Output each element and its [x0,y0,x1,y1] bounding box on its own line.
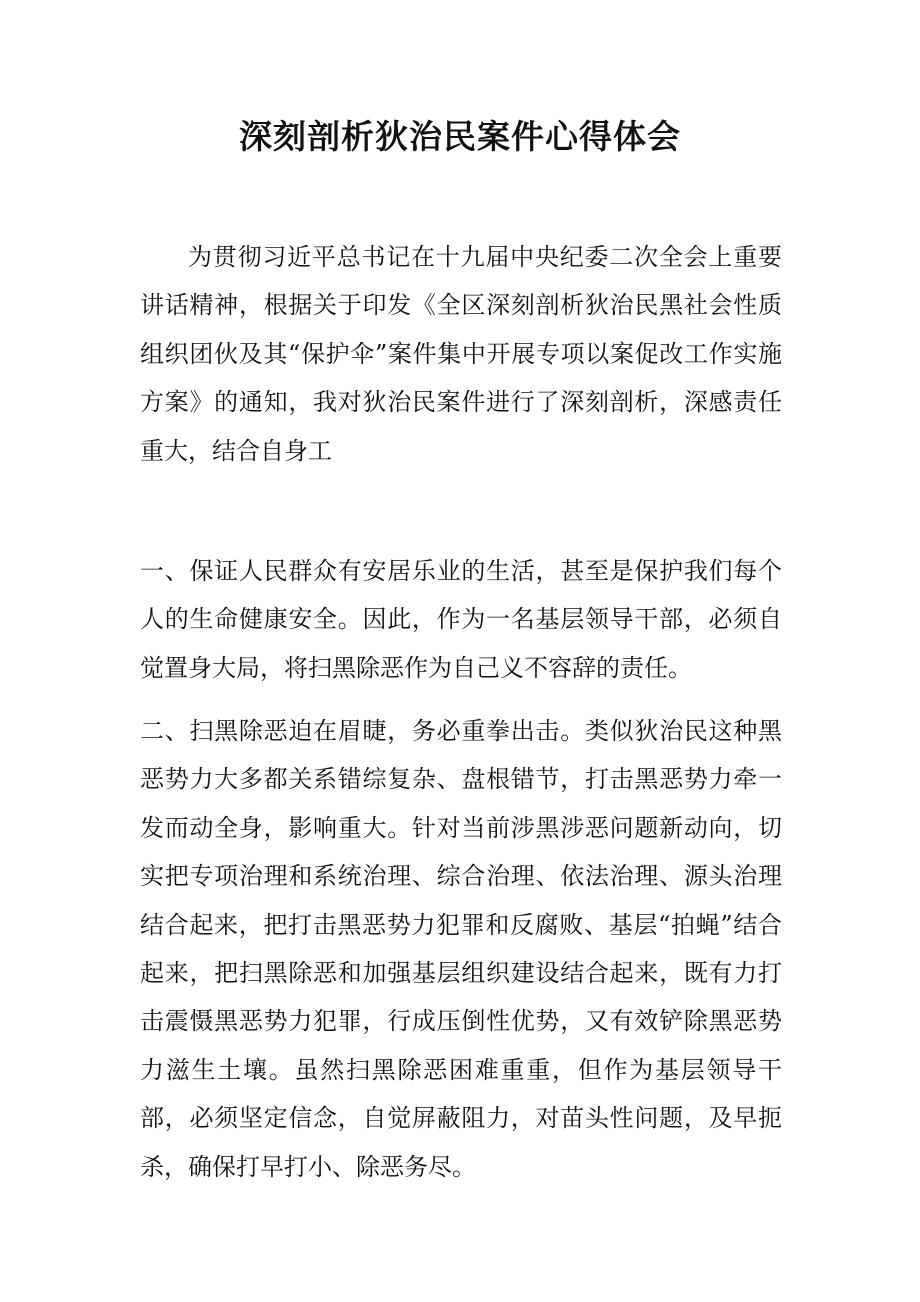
section-one-paragraph: 一、保证人民群众有安居乐业的生活，甚至是保护我们每个人的生命健康安全。因此，作为一名基层领导干部，必须自觉置身大局，将扫黑除恶作为自己义不容辞的责任。 [140,557,782,682]
section-two-paragraph: 二、扫黑除恶迫在眉睫，务必重拳出击。类似狄治民这种黑恶势力大多都关系错综复杂、盘根错节，打击黑恶势力牵一发而动全身，影响重大。针对当前涉黑涉恶问题新动向，切实把专项治理和系统治理、综合治理、依法治理、源头治理结合起来，把打击黑恶势力犯罪和反腐败、基层“拍蝇”结合起来，把扫黑除恶和加强基层组织建设结合起来，既有力打击震慑黑恶势力犯罪，行成压倒性优势，又有效铲除黑恶势力滋生土壤。虽然扫黑除恶困难重重，但作为基层领导干部，必须坚定信念，自觉屏蔽阻力，对苗头性问题，及早扼杀，确保打早打小、除恶务尽。 [140,717,782,1181]
document-title: 深刻剖析狄治民案件心得体会 [239,117,681,156]
intro-paragraph: 为贯彻习近平总书记在十九届中央纪委二次全会上重要讲话精神，根据关于印发《全区深刻剖析狄治民黑社会性质组织团伙及其“保护伞”案件集中开展专项以案促改工作实施方案》的通知，我对狄治民案件进行了深刻剖析，深感责任重大，结合自身工 [140,243,782,465]
